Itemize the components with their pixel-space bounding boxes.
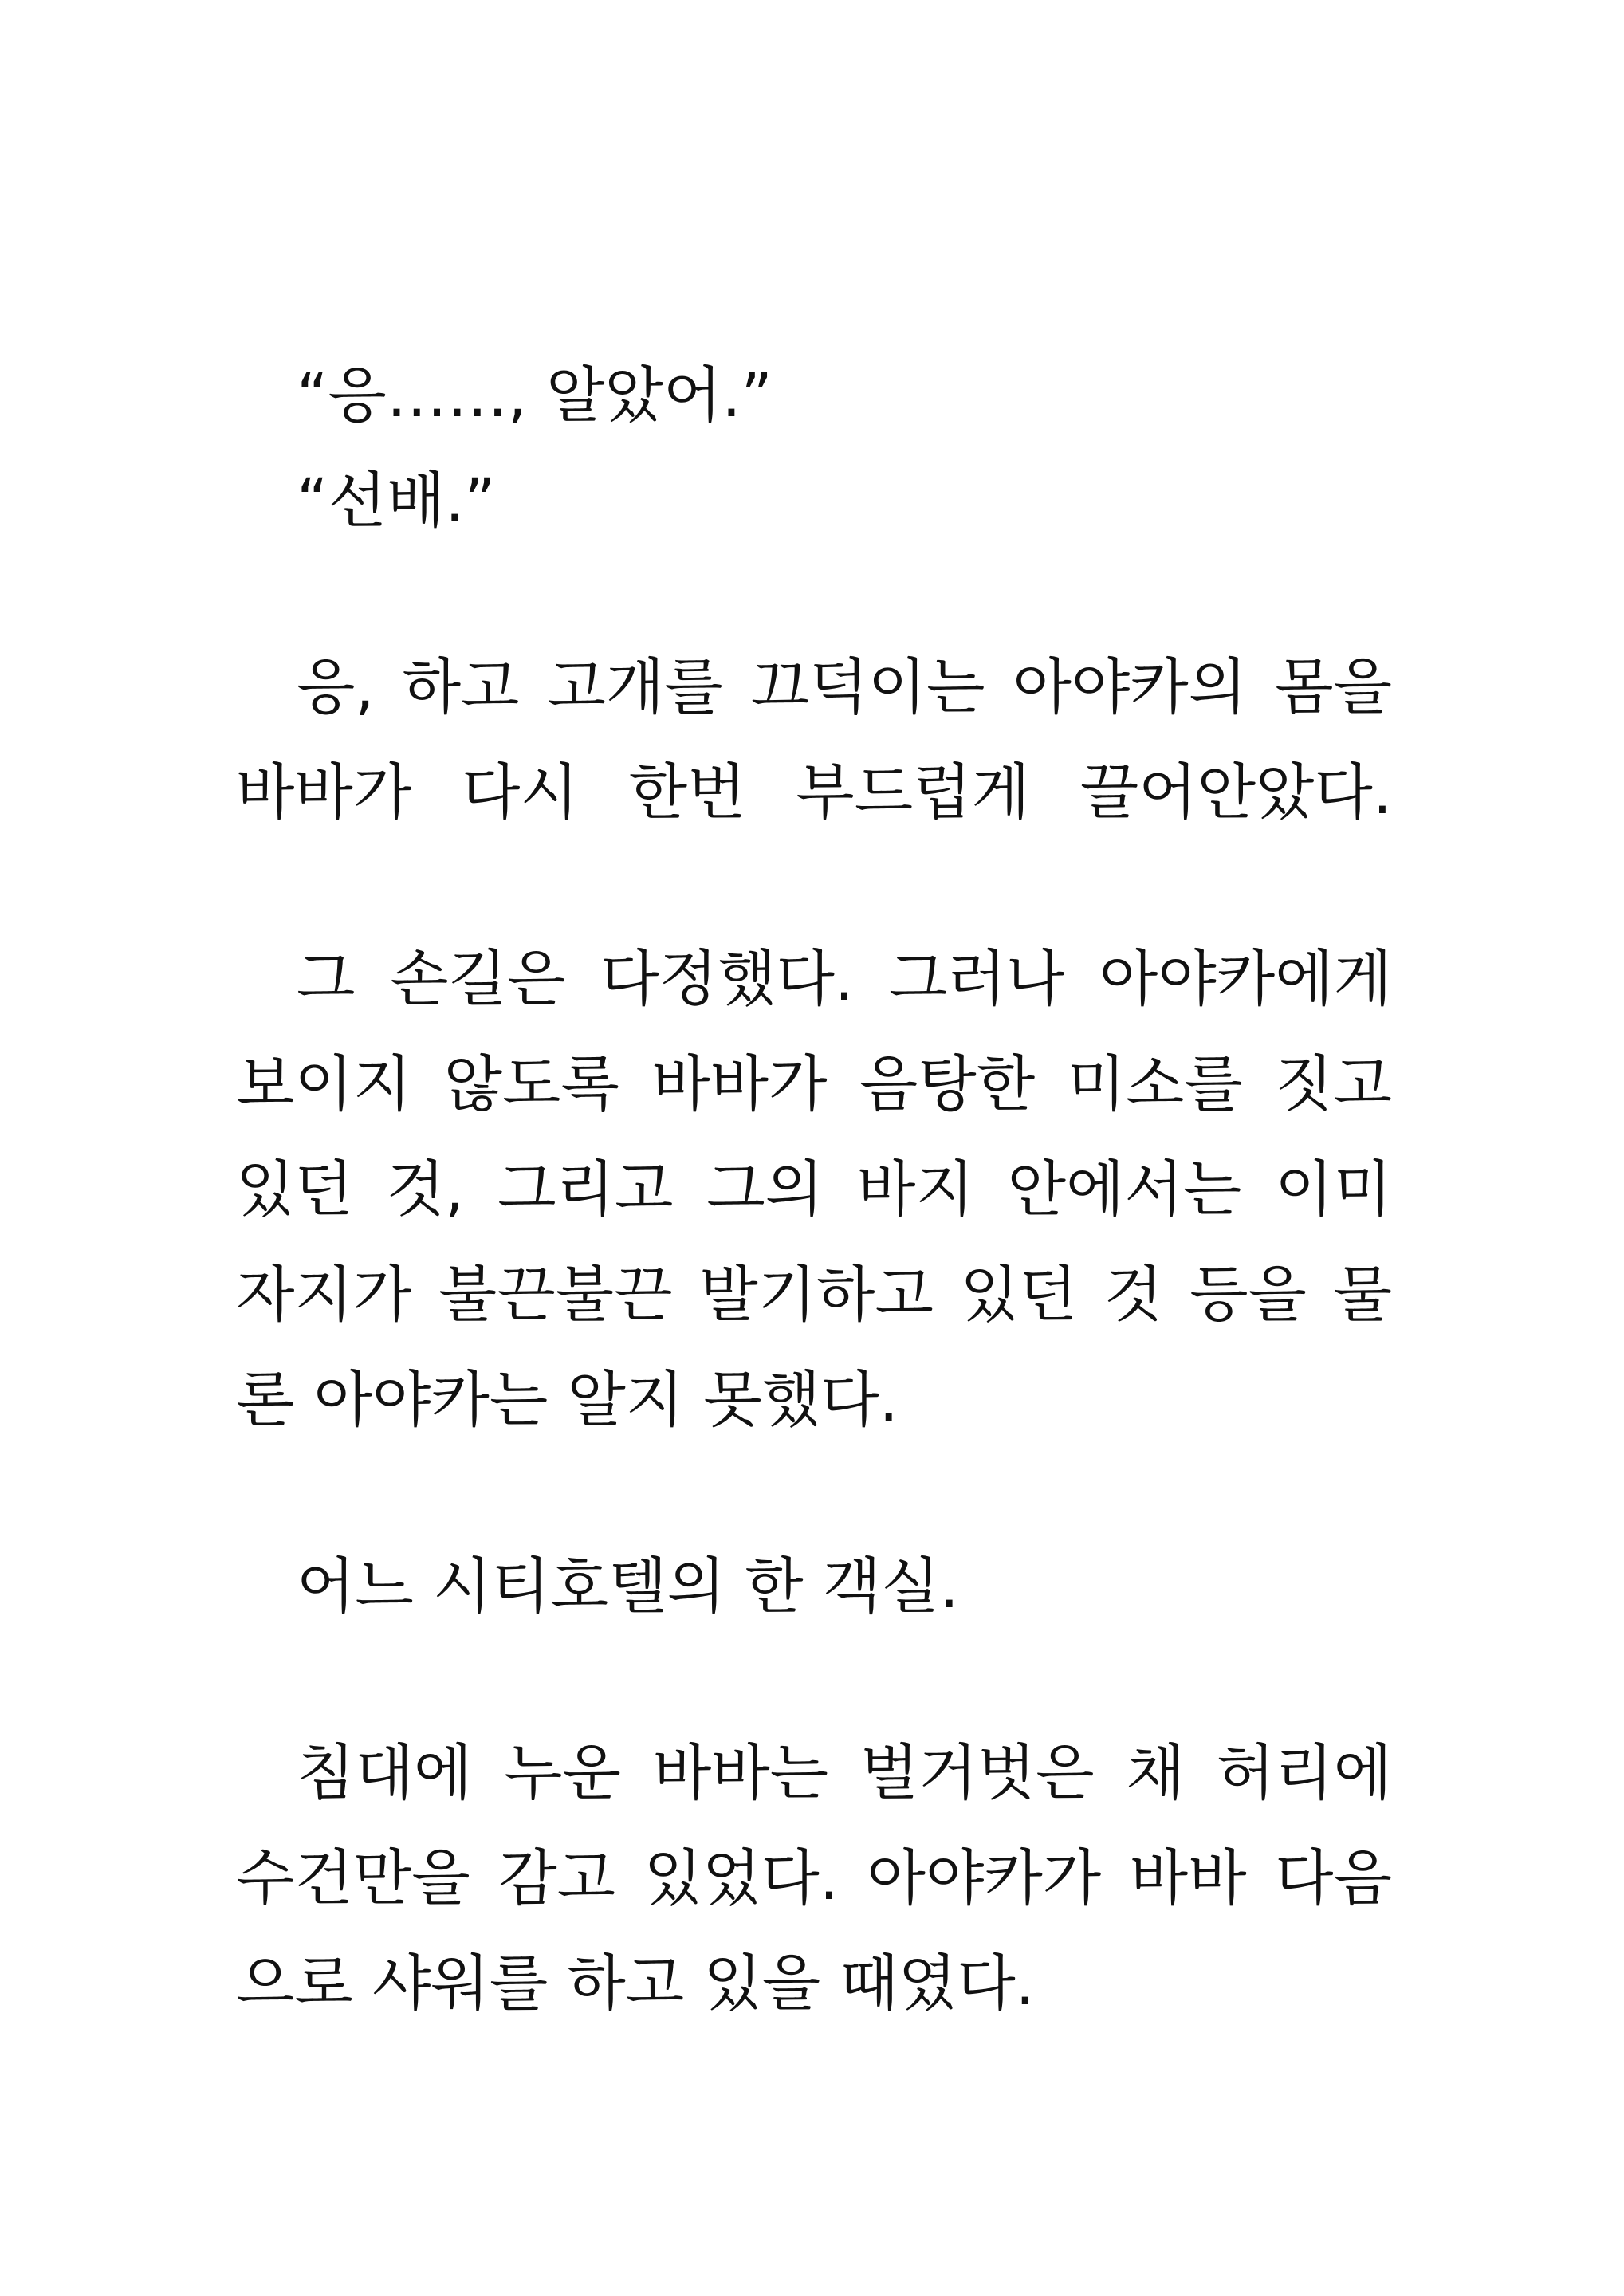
- paragraph-1-line-1: 응, 하고 고개를 끄덕이는 아야카의 몸을: [297, 651, 1392, 722]
- paragraph-4-line-1: 침대에 누운 바바는 벌거벗은 채 허리에: [297, 1737, 1392, 1808]
- paragraph-4-line-2: 수건만을 감고 있었다. 아야카가 바바 다음: [236, 1842, 1392, 1913]
- paragraph-1-line-2: 바바가 다시 한번 부드럽게 끌어안았다.: [236, 757, 1392, 828]
- paragraph-2-line-2: 보이지 않도록 바바가 음탕한 미소를 짓고: [236, 1048, 1392, 1119]
- paragraph-2-line-4: 자지가 불끈불끈 발기하고 있던 것 등을 물: [236, 1259, 1392, 1330]
- paragraph-4-line-3: 으로 샤워를 하고 있을 때였다.: [236, 1948, 1035, 2019]
- paragraph-2-line-3: 있던 것, 그리고 그의 바지 안에서는 이미: [236, 1154, 1392, 1225]
- paragraph-2-line-1: 그 손길은 다정했다. 그러나 아야카에게: [297, 943, 1392, 1014]
- dialogue-line-1: “응……, 알았어.”: [297, 360, 773, 431]
- paragraph-2-line-5: 론 아야카는 알지 못했다.: [236, 1364, 899, 1435]
- dialogue-line-2: “선배.”: [297, 465, 496, 536]
- paragraph-3-line-1: 어느 시티호텔의 한 객실.: [297, 1551, 959, 1622]
